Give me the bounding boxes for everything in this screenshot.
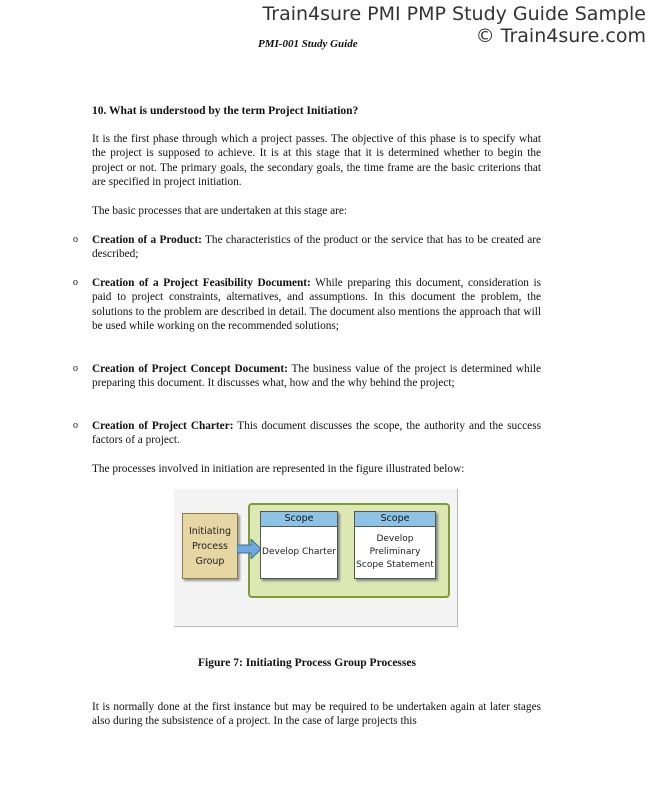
brand-line-1: Train4sure PMI PMP Study Guide Sample bbox=[262, 3, 646, 25]
bullet-title: Creation of Project Charter: bbox=[92, 420, 234, 432]
bullet-item bbox=[73, 362, 541, 391]
process-name: Develop Preliminary Scope Statement bbox=[356, 534, 434, 570]
brand-line-2: © Train4sure.com bbox=[475, 25, 646, 47]
initiating-process-diagram bbox=[174, 489, 458, 627]
initiating-process-group-box bbox=[182, 513, 238, 579]
bullet-title: Creation of a Product: bbox=[92, 234, 202, 246]
bullet-text: The characteristics of the product or the service that has to be created are described; bbox=[92, 234, 541, 261]
scope-label: Scope bbox=[355, 512, 435, 527]
figure-caption: Figure 7: Initiating Process Group Processes bbox=[198, 657, 416, 669]
paragraph-intro: It is the first phase through which a project passes. The objective of this phase is to specify what the project is supposed to achieve. It is at this stage that it is determined whether to begin the project or not. The primary goals, the secondary goals, the time frame are the basic criterions that are specified in project initiation. bbox=[92, 133, 541, 189]
page-header-title: PMI-001 Study Guide bbox=[258, 38, 358, 50]
bullet-item bbox=[73, 419, 541, 448]
bullet-marker: o bbox=[73, 277, 78, 288]
bullet-text: The business value of the project is determined while preparing this document. It discusses what, how and the why behind the project; bbox=[92, 363, 541, 390]
paragraph-figure-intro: The processes involved in initiation are represented in the figure illustrated below: bbox=[92, 463, 465, 475]
bullet-item bbox=[73, 276, 541, 334]
bullet-item bbox=[73, 233, 541, 262]
bullet-marker: o bbox=[73, 420, 78, 431]
bullet-text: While preparing this document, consideration is paid to project constraints, alternatives, and assumptions. In this document the problem, the solutions to the problem are described in detail. The document also mentions the approach that will be used while working on the recommended solutions; bbox=[92, 277, 541, 333]
bullet-marker: o bbox=[73, 363, 78, 374]
bullet-text: This document discusses the scope, the authority and the success factors of a project. bbox=[92, 420, 541, 447]
bullet-title: Creation of Project Concept Document: bbox=[92, 363, 288, 375]
flow-arrow-icon bbox=[237, 539, 261, 559]
bullet-title: Creation of a Project Feasibility Document: bbox=[92, 277, 311, 289]
process-box-develop-charter bbox=[260, 511, 338, 579]
process-name: Develop Charter bbox=[262, 547, 336, 557]
paragraph-processes-intro: The basic processes that are undertaken at this stage are: bbox=[92, 205, 348, 217]
scope-label: Scope bbox=[261, 512, 337, 527]
initiating-label: Initiating Process Group bbox=[188, 525, 232, 567]
bullet-marker: o bbox=[73, 234, 78, 245]
paragraph-continuation: It is normally done at the first instance but may be required to be undertaken again at later stages also during the subsistence of a project. In the case of large projects this bbox=[92, 701, 541, 728]
process-box-develop-scope-statement bbox=[354, 511, 436, 579]
question-heading: 10. What is understood by the term Project Initiation? bbox=[92, 105, 359, 117]
